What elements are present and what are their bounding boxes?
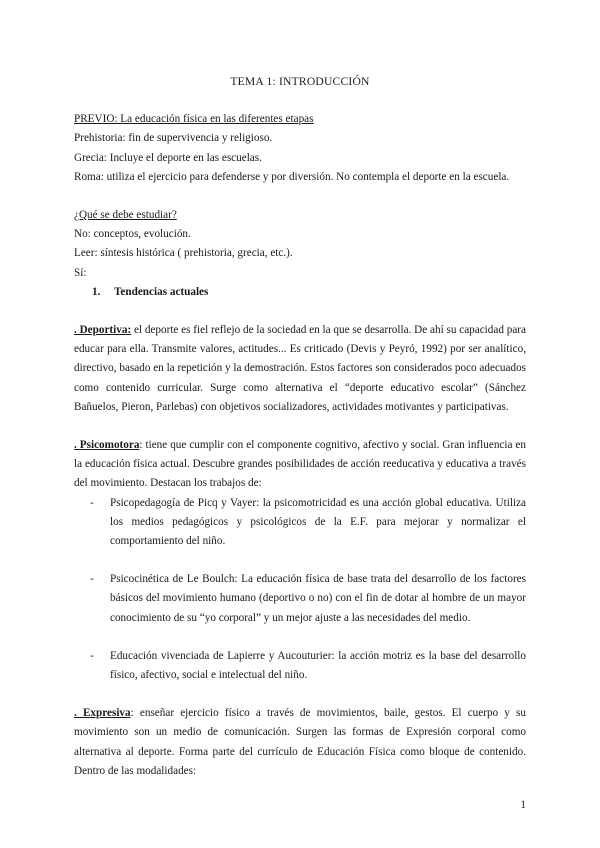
paragraph-expresiva: [74, 704, 526, 781]
previo-line-roma: Roma: utiliza el ejercicio para defenderse y por diversión. No contempla el deporte en la escuela.: [74, 170, 510, 183]
dash-marker: -: [90, 649, 94, 662]
previo-line-prehistoria: Prehistoria: fin de supervivencia y religioso.: [74, 132, 273, 145]
spacer: [74, 302, 526, 321]
deportiva-text: el deporte es fiel reflejo de la sociedad en la que se desarrolla. De ahí su capacidad para educar para ella. Transmite valores, actitudes... Es criticado (Devis y Peyró, 1992) por ser analítico, directivo, basado en la repetición y la demostración. Estos factores son considerados poco adecuados como contenido curricular. Surge como alternativa el “deporte educativo escolar” (Sánchez Bañuelos, Pieron, Parlebas) con objetivos socializadores, actividades motivantes y participativas.: [74, 324, 527, 413]
list-item: [74, 570, 526, 628]
section-number: 1.: [92, 285, 101, 298]
list-item-text: Psicopedagogía de Picq y Vayer: la psicomotricidad es una acción global educativa. Utiliza los medios pedagógicos y psicológicos de la E.F. para mejorar y normalizar el comportamiento del niño.: [110, 496, 526, 548]
spacer: [74, 685, 526, 704]
expresiva-text: : enseñar ejercicio físico a través de movimientos, baile, gestos. El cuerpo y su movimiento son un medio de comunicación. Surgen las formas de Expresión corporal como alternativa al deporte. Forma parte del currículo de Educación Física como bloque de contenido. Dentro de las modalidades:: [74, 707, 527, 777]
list-item: [74, 647, 526, 685]
list-item: [74, 494, 526, 552]
previo-heading: PREVIO: La educación física en las diferentes etapas: [74, 113, 314, 126]
psicomotora-text: : tiene que cumplir con el componente cognitivo, afectivo y social. Gran influencia en la educación física actual. Descubre grandes posibilidades de acción reeducativa y educativa a través del movimiento. Destacan los trabajos de:: [74, 439, 526, 490]
estudiar-line-leer: Leer: síntesis histórica ( prehistoria, grecia, etc.).: [74, 247, 293, 260]
list-item-text: Educación vivenciada de Lapierre y Aucouturier: la acción motriz es la base del desarrollo físico, afectivo, social e intelectual del niño.: [110, 649, 526, 682]
section-label: Tendencias actuales: [114, 285, 209, 298]
section-heading: [92, 283, 526, 302]
spacer: [74, 417, 526, 436]
document-page: [74, 72, 526, 781]
estudiar-heading: ¿Qué se debe estudiar?: [74, 209, 177, 222]
dash-marker: -: [90, 496, 94, 509]
deportiva-lead: . Deportiva:: [74, 324, 132, 337]
page-title: TEMA 1: INTRODUCCIÓN: [230, 75, 370, 88]
estudiar-line-no: No: conceptos, evolución.: [74, 228, 191, 241]
spacer: [74, 187, 526, 206]
previo-line-grecia: Grecia: Incluye el deporte en las escuelas.: [74, 151, 262, 164]
estudiar-line-si: Sí:: [74, 266, 87, 279]
page-number: 1: [520, 799, 526, 811]
paragraph-psicomotora: [74, 436, 526, 494]
psicomotora-lead: . Psicomotora: [74, 439, 140, 452]
list-item-text: Psicocinética de Le Boulch: La educación física de base trata del desarrollo de los factores básicos del movimiento humano (deportivo o no) con el fin de dotar al hombre de un mayor conocimiento de su “yo corporal” y un mejor ajuste a las necesidades del medio.: [110, 573, 526, 624]
expresiva-lead: . Expresiva: [74, 707, 131, 720]
dash-marker: -: [90, 573, 94, 586]
psicomotora-list: [74, 494, 526, 686]
paragraph-deportiva: [74, 321, 526, 417]
